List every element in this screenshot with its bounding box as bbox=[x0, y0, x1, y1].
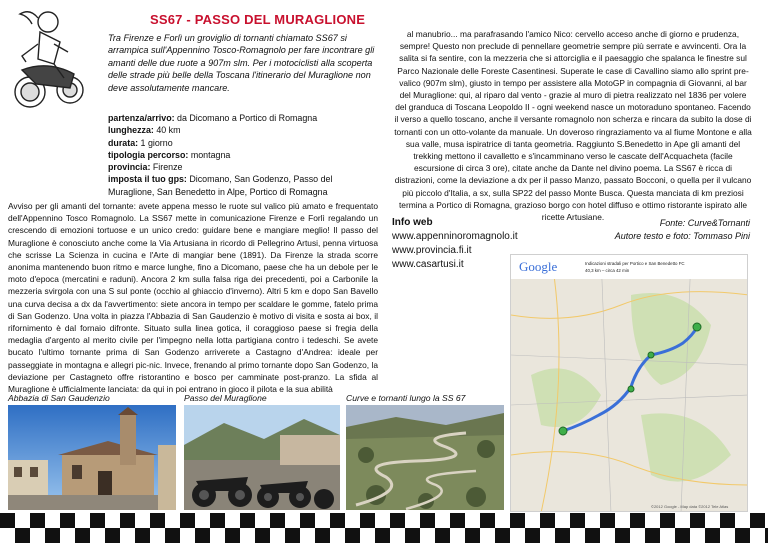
checker-square bbox=[30, 528, 45, 543]
checker-square bbox=[210, 513, 225, 528]
checker-square bbox=[735, 513, 750, 528]
google-logo: Google bbox=[519, 259, 558, 274]
photo-curve-tornanti bbox=[346, 405, 504, 510]
checker-square bbox=[555, 528, 570, 543]
checker-square bbox=[135, 513, 150, 528]
checker-square bbox=[420, 513, 435, 528]
info-label: provincia: bbox=[108, 162, 151, 173]
checker-square bbox=[540, 513, 555, 528]
checker-square bbox=[510, 528, 525, 543]
info-value: 1 giorno bbox=[138, 137, 173, 148]
checker-square bbox=[705, 513, 720, 528]
checker-square bbox=[435, 513, 450, 528]
checker-square bbox=[525, 513, 540, 528]
checker-square bbox=[105, 528, 120, 543]
checker-square bbox=[570, 513, 585, 528]
checker-square bbox=[240, 513, 255, 528]
checker-square bbox=[360, 513, 375, 528]
checker-square bbox=[75, 528, 90, 543]
info-web bbox=[392, 216, 518, 272]
checker-square bbox=[180, 513, 195, 528]
photo-abbazia bbox=[8, 405, 176, 510]
checker-square bbox=[0, 528, 15, 543]
checker-square bbox=[195, 513, 210, 528]
info-label: partenza/arrivo: bbox=[108, 113, 175, 123]
checker-square bbox=[285, 528, 300, 543]
checkered-flag-border bbox=[0, 513, 768, 543]
checker-square bbox=[330, 513, 345, 528]
checker-square bbox=[750, 528, 765, 543]
checker-square bbox=[300, 513, 315, 528]
checker-square bbox=[300, 528, 315, 543]
checker-square bbox=[495, 528, 510, 543]
info-label: tipologia percorso: bbox=[108, 149, 189, 160]
checker-square bbox=[510, 513, 525, 528]
article-intro: Tra Firenze e Forlì un groviglio di tornanti chiamato SS67 si arrampica sull'Appennino Tosco-Romagnolo per fare incontrare gli amanti delle due ruote a 907m slm. Per i motociclisti alla scoperta delle strade più belle della Toscana l'itinerario del Muraglione non deve assolutamente mancare. bbox=[108, 33, 375, 93]
checker-square bbox=[735, 528, 750, 543]
checker-square bbox=[120, 513, 135, 528]
info-label: lunghezza: bbox=[108, 125, 154, 136]
checker-square bbox=[270, 528, 285, 543]
checker-square bbox=[0, 513, 15, 528]
info-tipologia bbox=[108, 149, 380, 161]
info-value: da Dicomano a Portico di Romagna bbox=[174, 113, 318, 123]
checker-square bbox=[375, 513, 390, 528]
info-value: 40 km bbox=[153, 125, 181, 136]
checker-square bbox=[255, 528, 270, 543]
checker-square bbox=[15, 513, 30, 528]
caption-passo: Passo del Muraglione bbox=[184, 393, 267, 403]
checker-square bbox=[15, 528, 30, 543]
checker-square bbox=[30, 513, 45, 528]
route-info bbox=[108, 112, 380, 198]
info-lunghezza bbox=[108, 124, 380, 136]
map-copyright: ©2012 Google - Map data ©2012 Tele Atlas bbox=[651, 504, 729, 509]
checker-square bbox=[420, 528, 435, 543]
checker-square bbox=[45, 528, 60, 543]
info-label: imposta il tuo gps: bbox=[108, 174, 187, 185]
body-text-left: Avviso per gli amanti del tornante: avete appena messo le ruote sul valico più amato e frequentato dell'Appennino Tosco Romagnolo. La SS67 mette in comunicazione Firenze e Forlì regalando un crescendo di emozioni tortuose e un unico credo: guidare bene e mangiare meglio! Il passo del Muraglione è conosciuto anche come la Via Artusiana in ricordo di Pellegrino Artusi, penna virtuosa che scrisse La Scienza in cucina e l'Arte di mangiar bene (1891). Da Firenze la strada scorre anonima mantenendo buon ritmo e marce lunghe, fino a Dicomano, paese che ha un debole per le moto d'epoca (mercatini e raduni). Ancora 2 km sulla falsa riga dei precedenti, poi a Carbonile la mezzeria svirgola con una S sul ponte (occhio al ghiaccio d'inverno). Altri 5 km e dopo San Bavello una curva decisa a dx da l'avvertimento: siete ancora in tempo per scaldare le gomme, fatelo prima di San Godenzo. Una volta in piazza l'Abbazia di San Gaudenzio è motivo di visita e sosta ai box, il rifornimento è dal fornaio difronte. Situato sulla linea gotica, il coraggioso paese si fregia della medaglia d'argento al merito civile per l'impegno nella lotta partigiana contro i tedeschi. Se avete bucato l'ultimo tornante prima di San Godenzo arriverete a Castagno d'Andrea: ideale per passeggiate in montagna e allegri pic-nic. Invece, frenando al primo tornante dopo San Godenzo, la deviazione per Castagneto offre ristorantino e bosco per camminate post-pranzo. La sfida al Muraglione è ufficialmente lanciata: da qui in poi entrano in gioco il pilota e la sua abilità bbox=[8, 201, 378, 395]
checker-square bbox=[165, 528, 180, 543]
checker-square bbox=[585, 528, 600, 543]
photo-passo-muraglione bbox=[184, 405, 340, 510]
checker-square bbox=[465, 528, 480, 543]
checker-square bbox=[750, 513, 765, 528]
checker-square bbox=[330, 528, 345, 543]
checker-square bbox=[225, 528, 240, 543]
checker-square bbox=[390, 528, 405, 543]
checker-square bbox=[465, 513, 480, 528]
checker-square bbox=[705, 528, 720, 543]
checker-square bbox=[630, 513, 645, 528]
link-provincia[interactable]: www.provincia.fi.it bbox=[392, 245, 472, 256]
motorcycle-rider-illustration bbox=[8, 4, 88, 114]
info-partenza bbox=[108, 112, 380, 124]
checker-square bbox=[405, 528, 420, 543]
checker-square bbox=[585, 513, 600, 528]
info-web-heading: Info web bbox=[392, 217, 433, 228]
checker-square bbox=[345, 513, 360, 528]
info-value: Firenze bbox=[150, 162, 183, 173]
checker-square bbox=[675, 528, 690, 543]
checker-square bbox=[720, 528, 735, 543]
info-provincia bbox=[108, 161, 380, 173]
checker-square bbox=[360, 528, 375, 543]
checker-square bbox=[630, 528, 645, 543]
article-title: SS67 - PASSO DEL MURAGLIONE bbox=[150, 12, 366, 27]
checker-square bbox=[285, 513, 300, 528]
checker-square bbox=[315, 528, 330, 543]
checker-square bbox=[480, 528, 495, 543]
link-appenninoromagnolo[interactable]: www.appenninoromagnolo.it bbox=[392, 231, 518, 242]
checker-square bbox=[345, 528, 360, 543]
checker-square bbox=[720, 513, 735, 528]
checker-square bbox=[150, 513, 165, 528]
checker-square bbox=[60, 513, 75, 528]
checker-square bbox=[600, 513, 615, 528]
checker-square bbox=[60, 528, 75, 543]
checker-square bbox=[690, 513, 705, 528]
caption-curve: Curve e tornanti lungo la SS 67 bbox=[346, 393, 466, 403]
checker-square bbox=[555, 513, 570, 528]
checker-square bbox=[105, 513, 120, 528]
checker-square bbox=[270, 513, 285, 528]
info-label: durata: bbox=[108, 137, 139, 148]
credits bbox=[550, 217, 750, 243]
checker-square bbox=[645, 513, 660, 528]
checker-square bbox=[210, 528, 225, 543]
checker-square bbox=[90, 513, 105, 528]
info-durata bbox=[108, 137, 380, 149]
checker-square bbox=[450, 513, 465, 528]
checker-square bbox=[435, 528, 450, 543]
route-map[interactable] bbox=[510, 254, 748, 512]
checker-square bbox=[45, 513, 60, 528]
credit-author: Autore testo e foto: Tommaso Pini bbox=[614, 231, 750, 241]
credit-source: Fonte: Curve&Tornanti bbox=[659, 218, 750, 228]
link-casartusi[interactable]: www.casartusi.it bbox=[392, 259, 464, 270]
checker-square bbox=[615, 528, 630, 543]
checker-square bbox=[540, 528, 555, 543]
map-header-line2: 40,3 km – circa 42 min bbox=[585, 268, 630, 273]
checker-square bbox=[135, 528, 150, 543]
checker-square bbox=[240, 528, 255, 543]
checker-square bbox=[480, 513, 495, 528]
info-imposta bbox=[108, 173, 380, 198]
checker-square bbox=[405, 513, 420, 528]
checker-square bbox=[195, 528, 210, 543]
checker-square bbox=[150, 528, 165, 543]
info-value: Dicomano, San Godenzo, Passo del Muraglione, San Benedetto in Alpe, Portico di Romagna bbox=[108, 174, 333, 197]
info-value: montagna bbox=[188, 149, 231, 160]
map-header-line1: Indicazioni stradali per Portico e San Benedetto FC bbox=[585, 261, 685, 266]
checker-square bbox=[90, 528, 105, 543]
checker-square bbox=[180, 528, 195, 543]
checker-square bbox=[120, 528, 135, 543]
caption-abbazia: Abbazia di San Gaudenzio bbox=[8, 393, 110, 403]
checker-square bbox=[600, 528, 615, 543]
checker-square bbox=[375, 528, 390, 543]
checker-square bbox=[675, 513, 690, 528]
checker-square bbox=[660, 513, 675, 528]
body-text-right: al manubrio... ma parafrasando l'amico Nico: cervello acceso anche di giorno e prudenza, sempre! Questo non preclude di pennellare geometrie sempre più serrate e avvincenti. Ora la salita si fa sentire, con la mezzeria che si attorciglia e il paesaggio che spalanca le finestre sul Parco Nazionale delle Foreste Casentinesi. Superate le case di Cavallino siamo allo sprint pre-valico (907m slm), giusto in tempo per assistere alla MotoGP in compagnia di Giovanni, al bar del Muraglione: qui, al riparo dal vento - grazie al muro di pietra realizzato nel 1836 per volere del granduca di Toscana Leopoldo II - ogni weekend nasce un motoraduno spontaneo. Facendo il verso a quello toscano, anche il versante romagnolo non scherza e rincara da subito la dose di tornanti con un otto-volante da manuale. Un doveroso ringraziamento va al fiume Montone e alla sua valle, musa ispiratrice di tanta geometria. Raggiunto S.Benedetto in Ape gli amanti del trekking mettono il cavalletto e s'incamminano verso le cascate dell'Acquacheta (facile escursione di circa 3 ore), citate anche da Dante nel divino poema. La SS67 è ricca di distrazioni, come la deviazione a dx per il passo Manzo, passato Bocconi, o quella per il vulcano più piccolo d'Italia, a sx, sulla SP22 del passo Monte Busca. Questa manciata di km preziosi termina a Portico di Romagna, grazioso borgo con hotel diffuso e ottimo ristorante ispirato alle ricette Artusiane. bbox=[394, 29, 752, 223]
checker-square bbox=[570, 528, 585, 543]
checker-square bbox=[495, 513, 510, 528]
checker-square bbox=[75, 513, 90, 528]
checker-square bbox=[690, 528, 705, 543]
checker-square bbox=[525, 528, 540, 543]
checker-square bbox=[390, 513, 405, 528]
checker-square bbox=[645, 528, 660, 543]
checker-square bbox=[615, 513, 630, 528]
checker-square bbox=[450, 528, 465, 543]
checker-square bbox=[255, 513, 270, 528]
checker-square bbox=[315, 513, 330, 528]
checker-square bbox=[165, 513, 180, 528]
checker-square bbox=[660, 528, 675, 543]
checker-square bbox=[225, 513, 240, 528]
